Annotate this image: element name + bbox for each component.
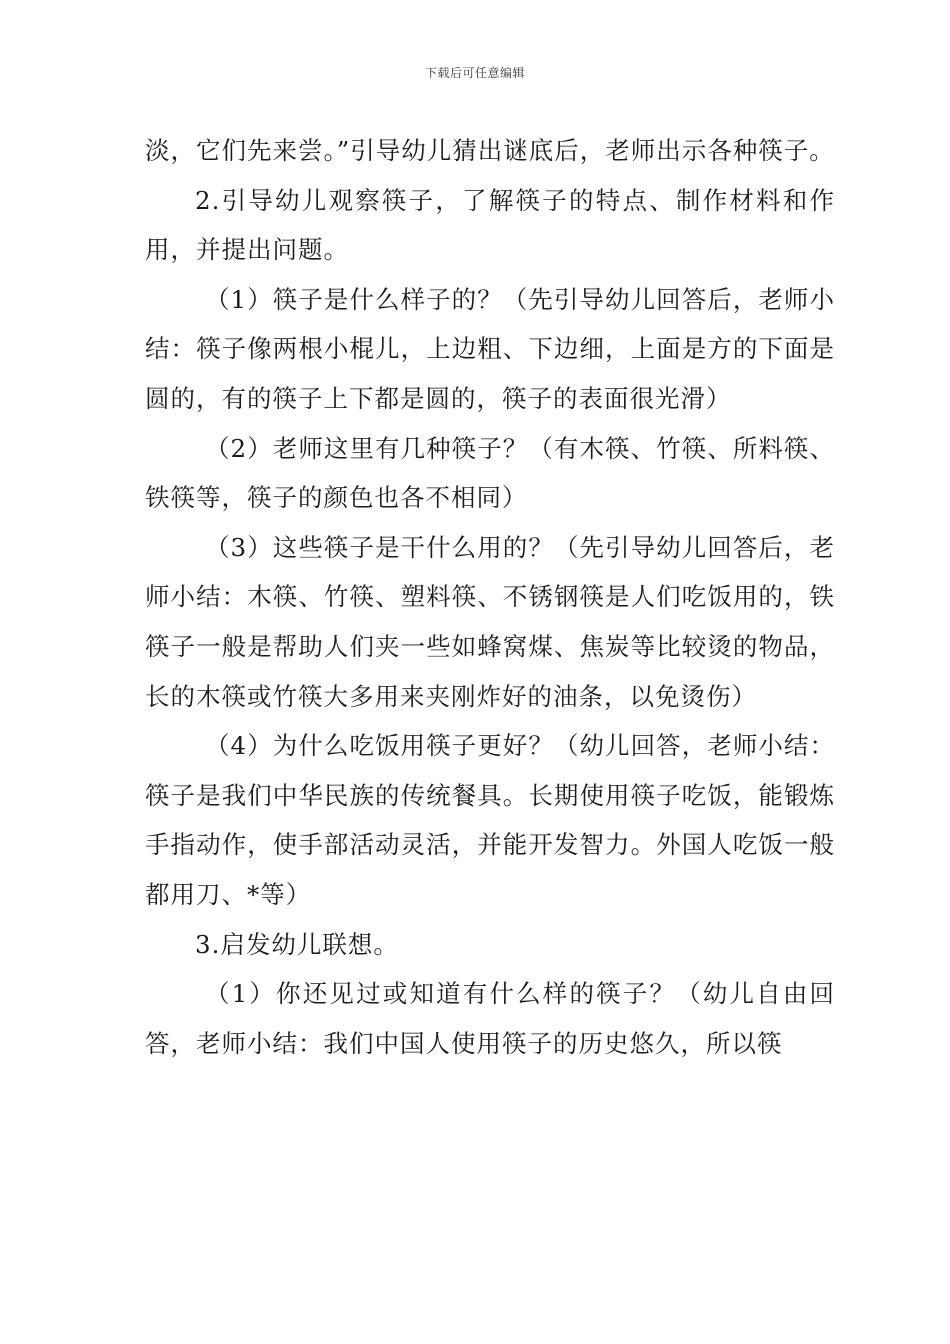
paragraph-1: 淡，它们先来尝。”引导幼儿猜出谜底后，老师出示各种筷子。 [145,136,835,165]
paragraph-2: 2.引导幼儿观察筷子，了解筷子的特点、制作材料和作用，并提出问题。 [145,185,835,265]
page-header: 下载后可任意编辑 [424,66,525,80]
paragraph-7: 3.启发幼儿联想。 [195,929,399,959]
paragraph-3: （1）筷子是什么样子的？（先引导幼儿回答后，老师小结：筷子像两根小棍儿，上边粗、下边细，上面是方的下面是圆的，有的筷子上下都是圆的，筷子的表面很光滑） [145,284,835,413]
paragraph-4: （2）老师这里有几种筷子？（有木筷、竹筷、所料筷、铁筷等，筷子的颜色也各不相同） [145,433,835,513]
document-body [145,126,835,1068]
paragraph-6: （4）为什么吃饭用筷子更好？（幼儿回答，老师小结：筷子是我们中华民族的传统餐具。长期使用筷子吃饭，能锻炼手指动作，使手部活动灵活，并能开发智力。外国人吃饭一般都用刀、*等） [145,731,835,909]
paragraph-8: （1）你还见过或知道有什么样的筷子？（幼儿自由回答，老师小结：我们中国人使用筷子的历史悠久，所以筷 [145,979,835,1058]
paragraph-5: （3）这些筷子是干什么用的？（先引导幼儿回答后，老师小结：木筷、竹筷、塑料筷、不锈钢筷是人们吃饭用的，铁筷子一般是帮助人们夹一些如蜂窝煤、焦炭等比较烫的物品，长的木筷或竹筷大多用来夹刚炸好的油条，以免烫伤） [145,532,835,711]
